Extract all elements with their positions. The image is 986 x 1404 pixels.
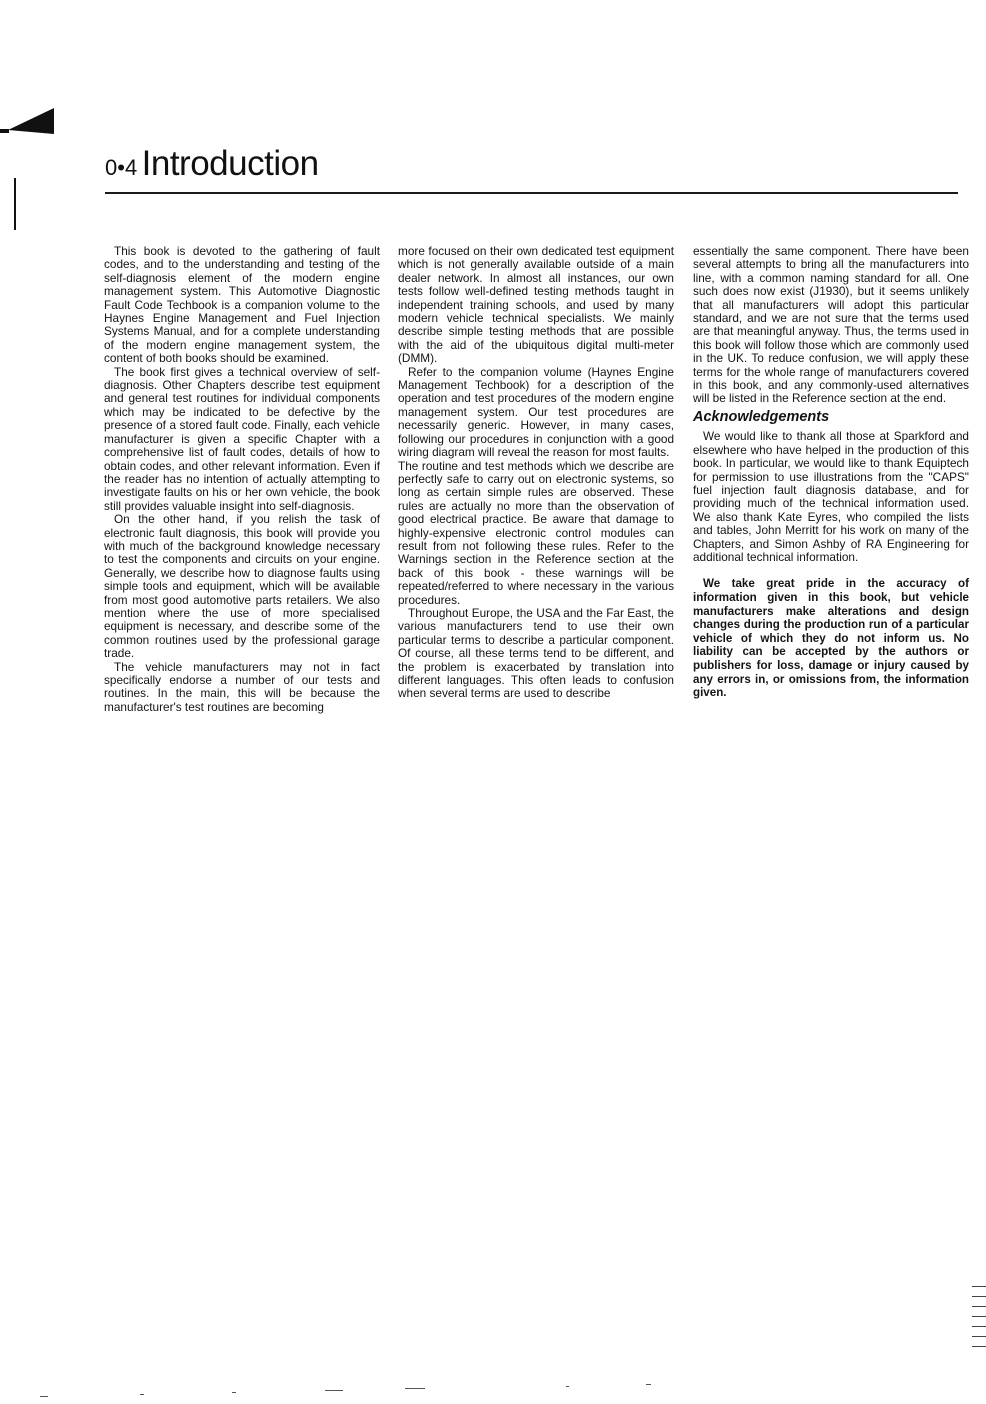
- paragraph: This book is devoted to the gathering of fault codes, and to the understanding and testing of the self-diagnosis element of the modern engine management system. This Automotive Diagnostic Fault Code Techbook is a companion volume to the Haynes Engine Management and Fuel Injection Systems Manual, and for a complete understanding of the modern engine management system, the content of both books should be examined.: [104, 244, 380, 366]
- scan-speck: [646, 1384, 651, 1385]
- margin-tick-marks: [972, 1286, 986, 1356]
- paragraph: more focused on their own dedicated test equipment which is not generally available outside of a main dealer network. In almost all instances, our own tests follow well-defined testing methods taught in independent training schools, and used by many modern vehicle technical specialists. We mainly describe simple testing methods that are possible with the aid of the ubiquitous digital multi-meter (DMM).: [398, 244, 674, 366]
- header-rule: [105, 192, 958, 194]
- paragraph: Refer to the companion volume (Haynes Engine Management Techbook) for a description of the operation and test procedures of the modern engine management system. Our test procedures are necessarily generic. However, in many cases, following our procedures in conjunction with a good wiring diagram will reveal the reason for most faults.: [398, 364, 674, 460]
- page-title: Introduction: [141, 144, 319, 183]
- disclaimer-paragraph: We take great pride in the accuracy of information given in this book, but vehicle manufacturers make alterations and design changes during the production run of a particular vehicle of which they do not inform us. No liability can be accepted by the authors or publishers for loss, damage or injury caused by any errors in, or omissions from, the information given.: [693, 577, 969, 700]
- scan-speck: [566, 1386, 569, 1387]
- paragraph: On the other hand, if you relish the task of electronic fault diagnosis, this book will provide you with much of the background knowledge necessary to test the components and circuits on your engine. Generally, we describe how to diagnose faults using simple tools and equipment, which will be available from most good automotive parts retailers. We also mention where the use of more specialised equipment is necessary, and describe some of the common routines used by the professional garage trade.: [104, 512, 380, 661]
- column-3: [693, 245, 969, 700]
- corner-tab-mark: [0, 104, 60, 138]
- column-2: [398, 245, 674, 701]
- page-number: 0•4: [105, 155, 138, 180]
- paragraph: Throughout Europe, the USA and the Far East, the various manufacturers tend to use their own particular terms to describe a particular component. Of course, all these terms tend to be different, and the problem is exacerbated by translation into different languages. This often leads to confusion when several terms are used to describe: [398, 605, 674, 701]
- binding-edge-bar: [14, 178, 16, 230]
- scan-speck: [232, 1392, 236, 1393]
- scan-speck: [405, 1388, 425, 1389]
- scan-speck: [140, 1394, 144, 1395]
- scan-speck: [40, 1396, 48, 1397]
- page-header: [105, 144, 319, 188]
- acknowledgements-heading: Acknowledgements: [693, 408, 830, 425]
- paragraph: The book first gives a technical overview of self-diagnosis. Other Chapters describe test equipment and general test routines for individual components which may be indicated to be defective by the presence of a stored fault code. Finally, each vehicle manufacturer is given a specific Chapter with a comprehensive list of fault codes, details of how to obtain codes, and other relevant information. Even if the reader has no intention of actually attempting to investigate faults on his or her own vehicle, the book still provides valuable insight into self-diagnosis.: [104, 364, 380, 513]
- paragraph: essentially the same component. There have been several attempts to bring all the manufacturers into line, with a common naming standard for all. One such does now exist (J1930), but it seems unlikely that all manufacturers will adopt this particular standard, and we are not sure that the terms used are that meaningful anyway. Thus, the terms used in this book will follow those which are commonly used in the UK. To reduce confusion, we will apply these terms for the whole range of manufacturers covered in this book, and any commonly-used alternatives will be listed in the Reference section at the end.: [693, 244, 969, 406]
- column-1: [104, 245, 380, 714]
- acknowledgements-paragraph: We would like to thank all those at Sparkford and elsewhere who have helped in the production of this book. In particular, we would like to thank Equiptech for permission to use illustrations from the "CAPS" fuel injection fault diagnosis database, and for providing much of the technical information used. We also thank Kate Eyres, who compiled the lists and tables, John Merritt for his work on many of the Chapters, and Simon Ashby of RA Engineering for additional technical information.: [693, 429, 969, 564]
- paragraph: The routine and test methods which we describe are perfectly safe to carry out on electronic systems, so long as certain simple rules are observed. These rules are actually no more than the observation of good electrical practice. Be aware that damage to highly-expensive electronic control modules can result from not following these rules. Refer to the Warnings section in the Reference section at the back of this book - these warnings will be repeated/referred to where necessary in the various procedures.: [398, 458, 674, 607]
- scan-speck: [325, 1390, 343, 1391]
- paragraph: The vehicle manufacturers may not in fact specifically endorse a number of our tests and routines. In the main, this will be because the manufacturer's test routines are becoming: [104, 659, 380, 714]
